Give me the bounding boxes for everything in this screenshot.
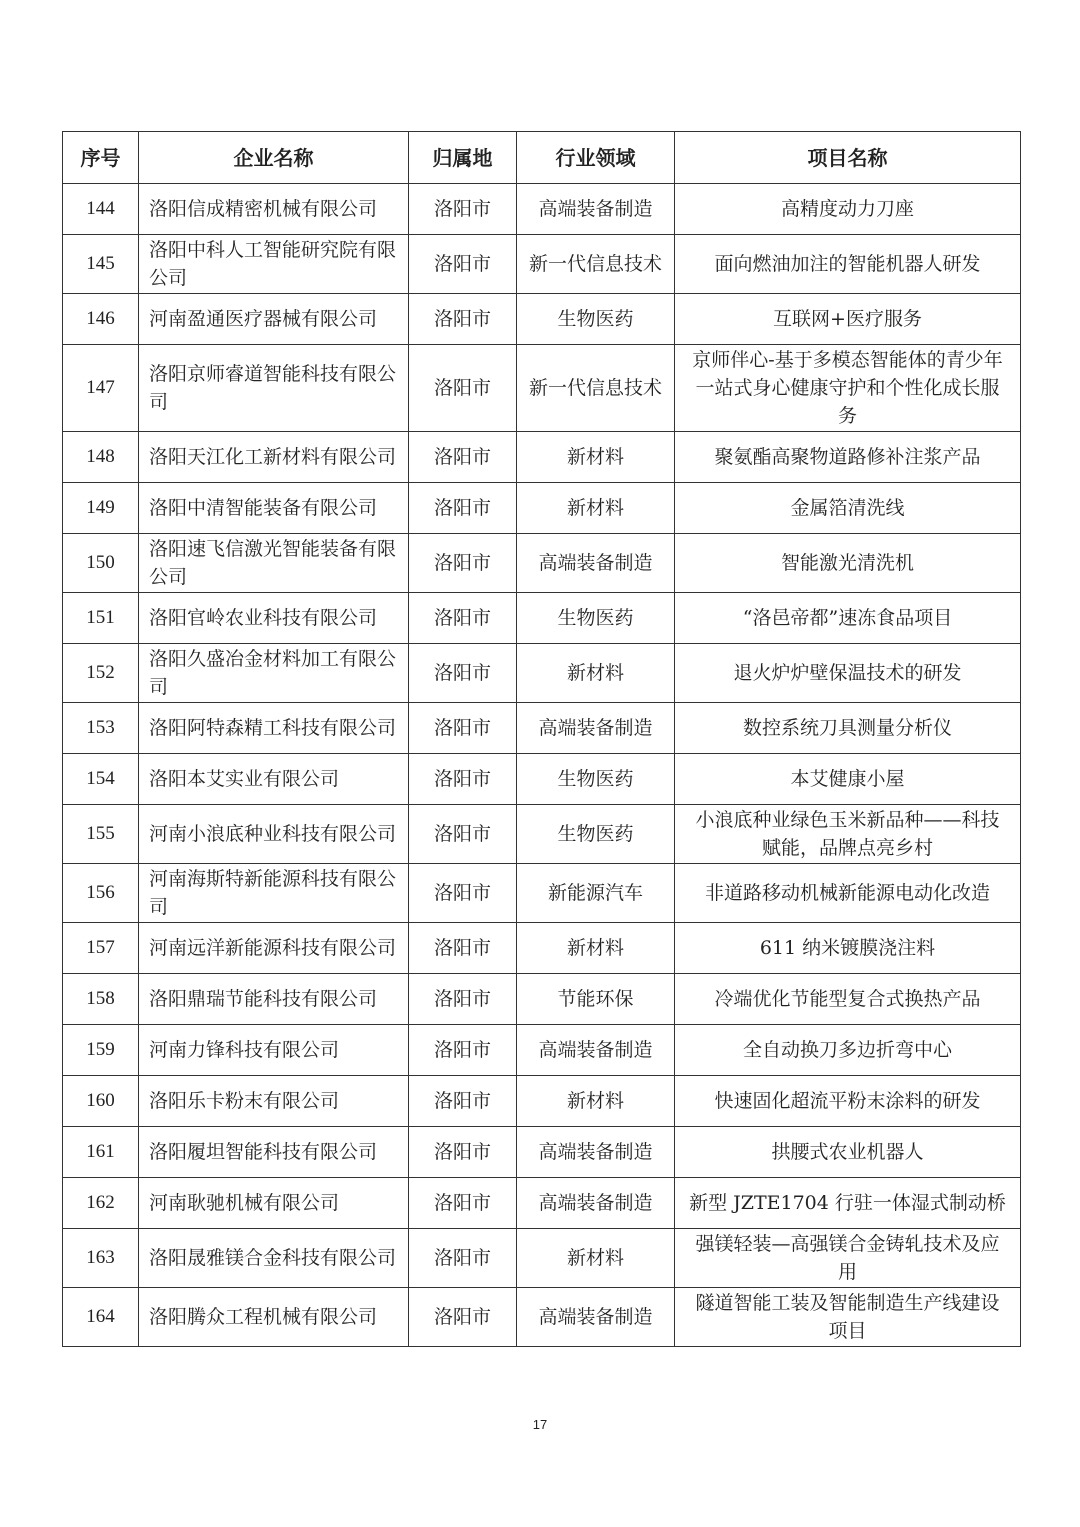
industry: 新一代信息技术 [517,345,675,432]
table-row [63,235,1021,294]
table-row [63,703,1021,754]
company-name: 洛阳晟雅镁合金科技有限公司 [139,1229,409,1288]
table-row [63,593,1021,644]
table-row [63,864,1021,923]
company-name: 河南力锋科技有限公司 [139,1025,409,1076]
location: 洛阳市 [409,1178,517,1229]
row-index: 157 [63,923,139,974]
table-row [63,974,1021,1025]
table-row [63,1288,1021,1347]
header-company: 企业名称 [139,132,409,184]
company-name: 洛阳久盛冶金材料加工有限公司 [139,644,409,703]
company-name: 洛阳乐卡粉末有限公司 [139,1076,409,1127]
location: 洛阳市 [409,1229,517,1288]
project-name: 互联网+医疗服务 [675,294,1021,345]
company-name: 洛阳腾众工程机械有限公司 [139,1288,409,1347]
project-name: 数控系统刀具测量分析仪 [675,703,1021,754]
location: 洛阳市 [409,805,517,864]
row-index: 146 [63,294,139,345]
table-row [63,432,1021,483]
project-name: 冷端优化节能型复合式换热产品 [675,974,1021,1025]
industry: 高端装备制造 [517,184,675,235]
page-number: 17 [532,1417,548,1432]
industry: 新材料 [517,923,675,974]
project-name: 新型 JZTE1704 行驻一体湿式制动桥 [675,1178,1021,1229]
location: 洛阳市 [409,864,517,923]
industry: 新材料 [517,432,675,483]
company-name: 洛阳天江化工新材料有限公司 [139,432,409,483]
enterprise-project-table [62,131,1021,1347]
row-index: 154 [63,754,139,805]
project-name: 强镁轻装—高强镁合金铸轧技术及应用 [675,1229,1021,1288]
header-project: 项目名称 [675,132,1021,184]
table-row [63,1127,1021,1178]
row-index: 162 [63,1178,139,1229]
company-name: 洛阳鼎瑞节能科技有限公司 [139,974,409,1025]
row-index: 152 [63,644,139,703]
industry: 新一代信息技术 [517,235,675,294]
location: 洛阳市 [409,294,517,345]
location: 洛阳市 [409,1076,517,1127]
table-header-row [63,132,1021,184]
header-index: 序号 [63,132,139,184]
row-index: 145 [63,235,139,294]
project-name: 面向燃油加注的智能机器人研发 [675,235,1021,294]
row-index: 159 [63,1025,139,1076]
table-row [63,184,1021,235]
industry: 新材料 [517,1229,675,1288]
location: 洛阳市 [409,1127,517,1178]
industry: 生物医药 [517,805,675,864]
table-row [63,534,1021,593]
table-row [63,1178,1021,1229]
row-index: 158 [63,974,139,1025]
project-name: 聚氨酯高聚物道路修补注浆产品 [675,432,1021,483]
location: 洛阳市 [409,923,517,974]
project-name: 金属箔清洗线 [675,483,1021,534]
company-name: 洛阳本艾实业有限公司 [139,754,409,805]
company-name: 河南耿驰机械有限公司 [139,1178,409,1229]
industry: 高端装备制造 [517,1288,675,1347]
location: 洛阳市 [409,184,517,235]
row-index: 147 [63,345,139,432]
location: 洛阳市 [409,703,517,754]
project-name: 小浪底种业绿色玉米新品种——科技赋能，品牌点亮乡村 [675,805,1021,864]
company-name: 洛阳中科人工智能研究院有限公司 [139,235,409,294]
location: 洛阳市 [409,432,517,483]
location: 洛阳市 [409,754,517,805]
location: 洛阳市 [409,345,517,432]
row-index: 148 [63,432,139,483]
company-name: 洛阳速飞信激光智能装备有限公司 [139,534,409,593]
project-name: 非道路移动机械新能源电动化改造 [675,864,1021,923]
row-index: 164 [63,1288,139,1347]
project-name: 高精度动力刀座 [675,184,1021,235]
row-index: 155 [63,805,139,864]
header-industry: 行业领域 [517,132,675,184]
industry: 生物医药 [517,294,675,345]
location: 洛阳市 [409,1025,517,1076]
row-index: 144 [63,184,139,235]
table-row [63,923,1021,974]
location: 洛阳市 [409,235,517,294]
industry: 生物医药 [517,754,675,805]
row-index: 149 [63,483,139,534]
industry: 新能源汽车 [517,864,675,923]
table-row [63,345,1021,432]
project-name: “洛邑帝都”速冻食品项目 [675,593,1021,644]
row-index: 161 [63,1127,139,1178]
industry: 高端装备制造 [517,1025,675,1076]
company-name: 洛阳京师睿道智能科技有限公司 [139,345,409,432]
table-row [63,1229,1021,1288]
industry: 高端装备制造 [517,1127,675,1178]
company-name: 洛阳官岭农业科技有限公司 [139,593,409,644]
row-index: 150 [63,534,139,593]
industry: 新材料 [517,644,675,703]
table-row [63,483,1021,534]
company-name: 河南海斯特新能源科技有限公司 [139,864,409,923]
location: 洛阳市 [409,644,517,703]
location: 洛阳市 [409,534,517,593]
location: 洛阳市 [409,483,517,534]
company-name: 洛阳中清智能装备有限公司 [139,483,409,534]
location: 洛阳市 [409,974,517,1025]
company-name: 河南小浪底种业科技有限公司 [139,805,409,864]
row-index: 151 [63,593,139,644]
industry: 新材料 [517,483,675,534]
project-name: 京师伴心-基于多模态智能体的青少年一站式身心健康守护和个性化成长服务 [675,345,1021,432]
project-name: 全自动换刀多边折弯中心 [675,1025,1021,1076]
project-name: 隧道智能工装及智能制造生产线建设项目 [675,1288,1021,1347]
table-row [63,1025,1021,1076]
header-location: 归属地 [409,132,517,184]
project-name: 611 纳米镀膜浇注料 [675,923,1021,974]
table-row [63,805,1021,864]
location: 洛阳市 [409,1288,517,1347]
table-row [63,644,1021,703]
table-row [63,754,1021,805]
company-name: 河南盈通医疗器械有限公司 [139,294,409,345]
project-name: 快速固化超流平粉末涂料的研发 [675,1076,1021,1127]
project-name: 拱腰式农业机器人 [675,1127,1021,1178]
company-name: 洛阳信成精密机械有限公司 [139,184,409,235]
company-name: 洛阳阿特森精工科技有限公司 [139,703,409,754]
company-name: 河南远洋新能源科技有限公司 [139,923,409,974]
project-name: 本艾健康小屋 [675,754,1021,805]
row-index: 153 [63,703,139,754]
project-name: 智能激光清洗机 [675,534,1021,593]
industry: 高端装备制造 [517,534,675,593]
table-row [63,1076,1021,1127]
location: 洛阳市 [409,593,517,644]
industry: 生物医药 [517,593,675,644]
industry: 高端装备制造 [517,1178,675,1229]
industry: 高端装备制造 [517,703,675,754]
row-index: 160 [63,1076,139,1127]
industry: 节能环保 [517,974,675,1025]
project-name: 退火炉炉壁保温技术的研发 [675,644,1021,703]
company-name: 洛阳履坦智能科技有限公司 [139,1127,409,1178]
row-index: 156 [63,864,139,923]
table-row [63,294,1021,345]
row-index: 163 [63,1229,139,1288]
industry: 新材料 [517,1076,675,1127]
